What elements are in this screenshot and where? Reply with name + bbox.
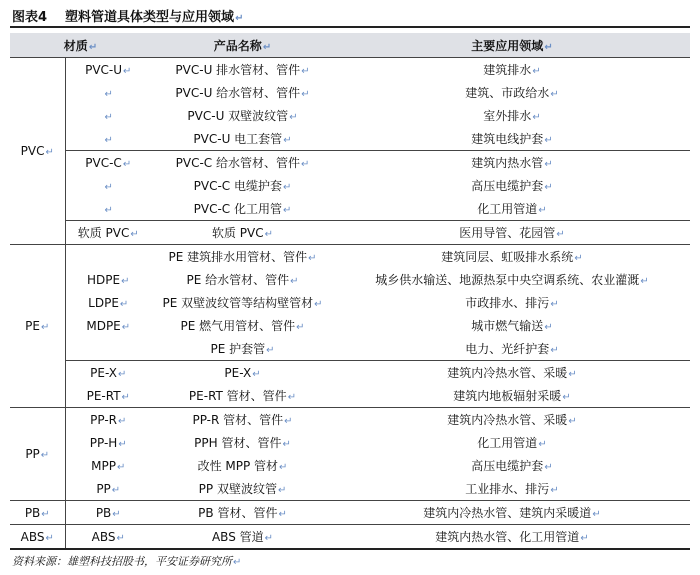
product-cell: PVC-U 电工套管↵	[193, 132, 292, 146]
table-row	[10, 408, 690, 432]
table-row	[10, 431, 690, 454]
product-cell: PVC-U 双壁波纹管↵	[187, 109, 298, 123]
application-cell: 建筑、市政给水↵	[465, 86, 559, 100]
product-cell: ABS 管道↵	[151, 525, 334, 549]
subtype-cell: ABS↵	[65, 525, 151, 549]
table-row	[10, 268, 690, 291]
product-cell: PPH 管材、管件↵	[194, 436, 291, 450]
product-cell: PVC-C 化工用管↵	[193, 202, 292, 216]
subtype-cell: PVC-C↵	[65, 151, 151, 175]
application-cell: 电力、光纤护套↵	[465, 342, 559, 356]
table-row	[10, 245, 690, 269]
table-row	[10, 127, 690, 151]
source-note: 资料来源：雄塑科技招股书，平安证券研究所↵	[12, 555, 242, 568]
product-cell: 软质 PVC↵	[151, 221, 334, 245]
application-cell: 高压电缆护套↵	[471, 179, 553, 193]
material-cell: PB↵	[10, 501, 65, 525]
table-row	[10, 58, 690, 82]
table-row	[10, 174, 690, 197]
subtype-cell: PP-H↵	[89, 435, 127, 450]
product-cell: PE-X↵	[151, 361, 334, 385]
subtype-cell: MPP↵	[91, 458, 126, 473]
material-cell: ABS↵	[10, 525, 65, 549]
subtype-cell: ↵	[104, 111, 113, 123]
table-row	[10, 81, 690, 104]
material-cell: PE↵	[10, 245, 65, 408]
figure-caption: 塑料管道具体类型与应用领域	[65, 10, 235, 25]
application-cell: 建筑同层、虹吸排水系统↵	[334, 245, 690, 269]
product-cell: PVC-U 给水管材、管件↵	[175, 86, 310, 100]
subtype-cell: ↵	[104, 88, 113, 100]
product-cell: PVC-C 电缆护套↵	[193, 179, 292, 193]
table-row	[10, 197, 690, 221]
application-cell: 工业排水、排污↵	[465, 482, 559, 496]
application-cell: 建筑内冷热水管、建筑内采暖道↵	[334, 501, 690, 525]
pipe-types-table	[10, 33, 690, 548]
application-cell: 医用导管、花园管↵	[334, 221, 690, 245]
application-cell: 化工用管道↵	[477, 436, 547, 450]
application-cell: 建筑内地板辐射采暖↵	[453, 389, 571, 403]
application-cell: 城乡供水输送、地源热泵中央空调系统、农业灌溉↵	[375, 273, 649, 287]
subtype-cell: MDPE↵	[86, 318, 131, 333]
product-cell: PVC-U 排水管材、管件↵	[151, 58, 334, 82]
product-cell: PE-RT 管材、管件↵	[188, 389, 297, 403]
application-cell: 建筑电线护套↵	[471, 132, 553, 146]
product-cell: PP 双壁波纹管↵	[198, 482, 287, 496]
table-row	[10, 314, 690, 337]
subtype-cell	[65, 245, 151, 269]
application-cell: 城市燃气输送↵	[471, 319, 553, 333]
product-cell: PE 给水管材、管件↵	[186, 273, 299, 287]
table-row	[10, 104, 690, 127]
application-cell: 市政排水、排污↵	[465, 296, 559, 310]
application-cell: 高压电缆护套↵	[471, 459, 553, 473]
subtype-cell: HDPE↵	[87, 272, 130, 287]
application-cell: 建筑内热水管、化工用管道↵	[334, 525, 690, 549]
paragraph-mark-icon: ↵	[235, 13, 244, 24]
table-row	[10, 384, 690, 408]
material-cell: PP↵	[10, 408, 65, 501]
product-cell: PVC-C 给水管材、管件↵	[151, 151, 334, 175]
table-header-row	[10, 33, 690, 58]
bottom-rule	[10, 548, 690, 550]
application-cell: 建筑内冷热水管、采暖↵	[334, 408, 690, 432]
application-cell: 化工用管道↵	[477, 202, 547, 216]
subtype-cell: PVC-U↵	[65, 58, 151, 82]
product-cell: 改性 MPP 管材↵	[197, 459, 288, 473]
subtype-cell: LDPE↵	[88, 295, 129, 310]
application-cell: 建筑排水↵	[334, 58, 690, 82]
product-cell: PE 燃气用管材、管件↵	[180, 319, 305, 333]
table-row	[10, 477, 690, 501]
header-material: 材质↵	[63, 38, 98, 53]
application-cell: 建筑内热水管↵	[334, 151, 690, 175]
figure-title	[12, 6, 243, 25]
product-cell: PB 管材、管件↵	[151, 501, 334, 525]
table-row	[10, 291, 690, 314]
table-row	[10, 221, 690, 245]
subtype-cell: PP↵	[96, 481, 121, 496]
table-row	[10, 454, 690, 477]
subtype-cell: PB↵	[65, 501, 151, 525]
subtype-cell: ↵	[104, 181, 113, 193]
product-cell: PE 双壁波纹管等结构壁管材↵	[162, 296, 323, 310]
table-row	[10, 151, 690, 175]
subtype-cell: PP-R↵	[65, 408, 151, 432]
table-row	[10, 361, 690, 385]
subtype-cell: PE-X↵	[65, 361, 151, 385]
table-row	[10, 337, 690, 361]
top-rule	[10, 26, 690, 28]
product-cell: PE 护套管↵	[210, 342, 275, 356]
application-cell: 建筑内冷热水管、采暖↵	[334, 361, 690, 385]
subtype-cell: 软质 PVC↵	[65, 221, 151, 245]
table-row	[10, 525, 690, 549]
application-cell: 室外排水↵	[483, 109, 541, 123]
subtype-cell: ↵	[104, 204, 113, 216]
product-cell: PP-R 管材、管件↵	[151, 408, 334, 432]
material-cell: PVC↵	[10, 58, 65, 245]
figure-number: 图表4	[12, 10, 48, 25]
product-cell: PE 建筑排水用管材、管件↵	[151, 245, 334, 269]
subtype-cell	[65, 337, 151, 361]
table-row	[10, 501, 690, 525]
subtype-cell: PE-RT↵	[86, 388, 130, 403]
header-application: 主要应用领域↵	[471, 38, 553, 53]
subtype-cell: ↵	[104, 134, 113, 146]
header-product: 产品名称↵	[213, 38, 272, 53]
